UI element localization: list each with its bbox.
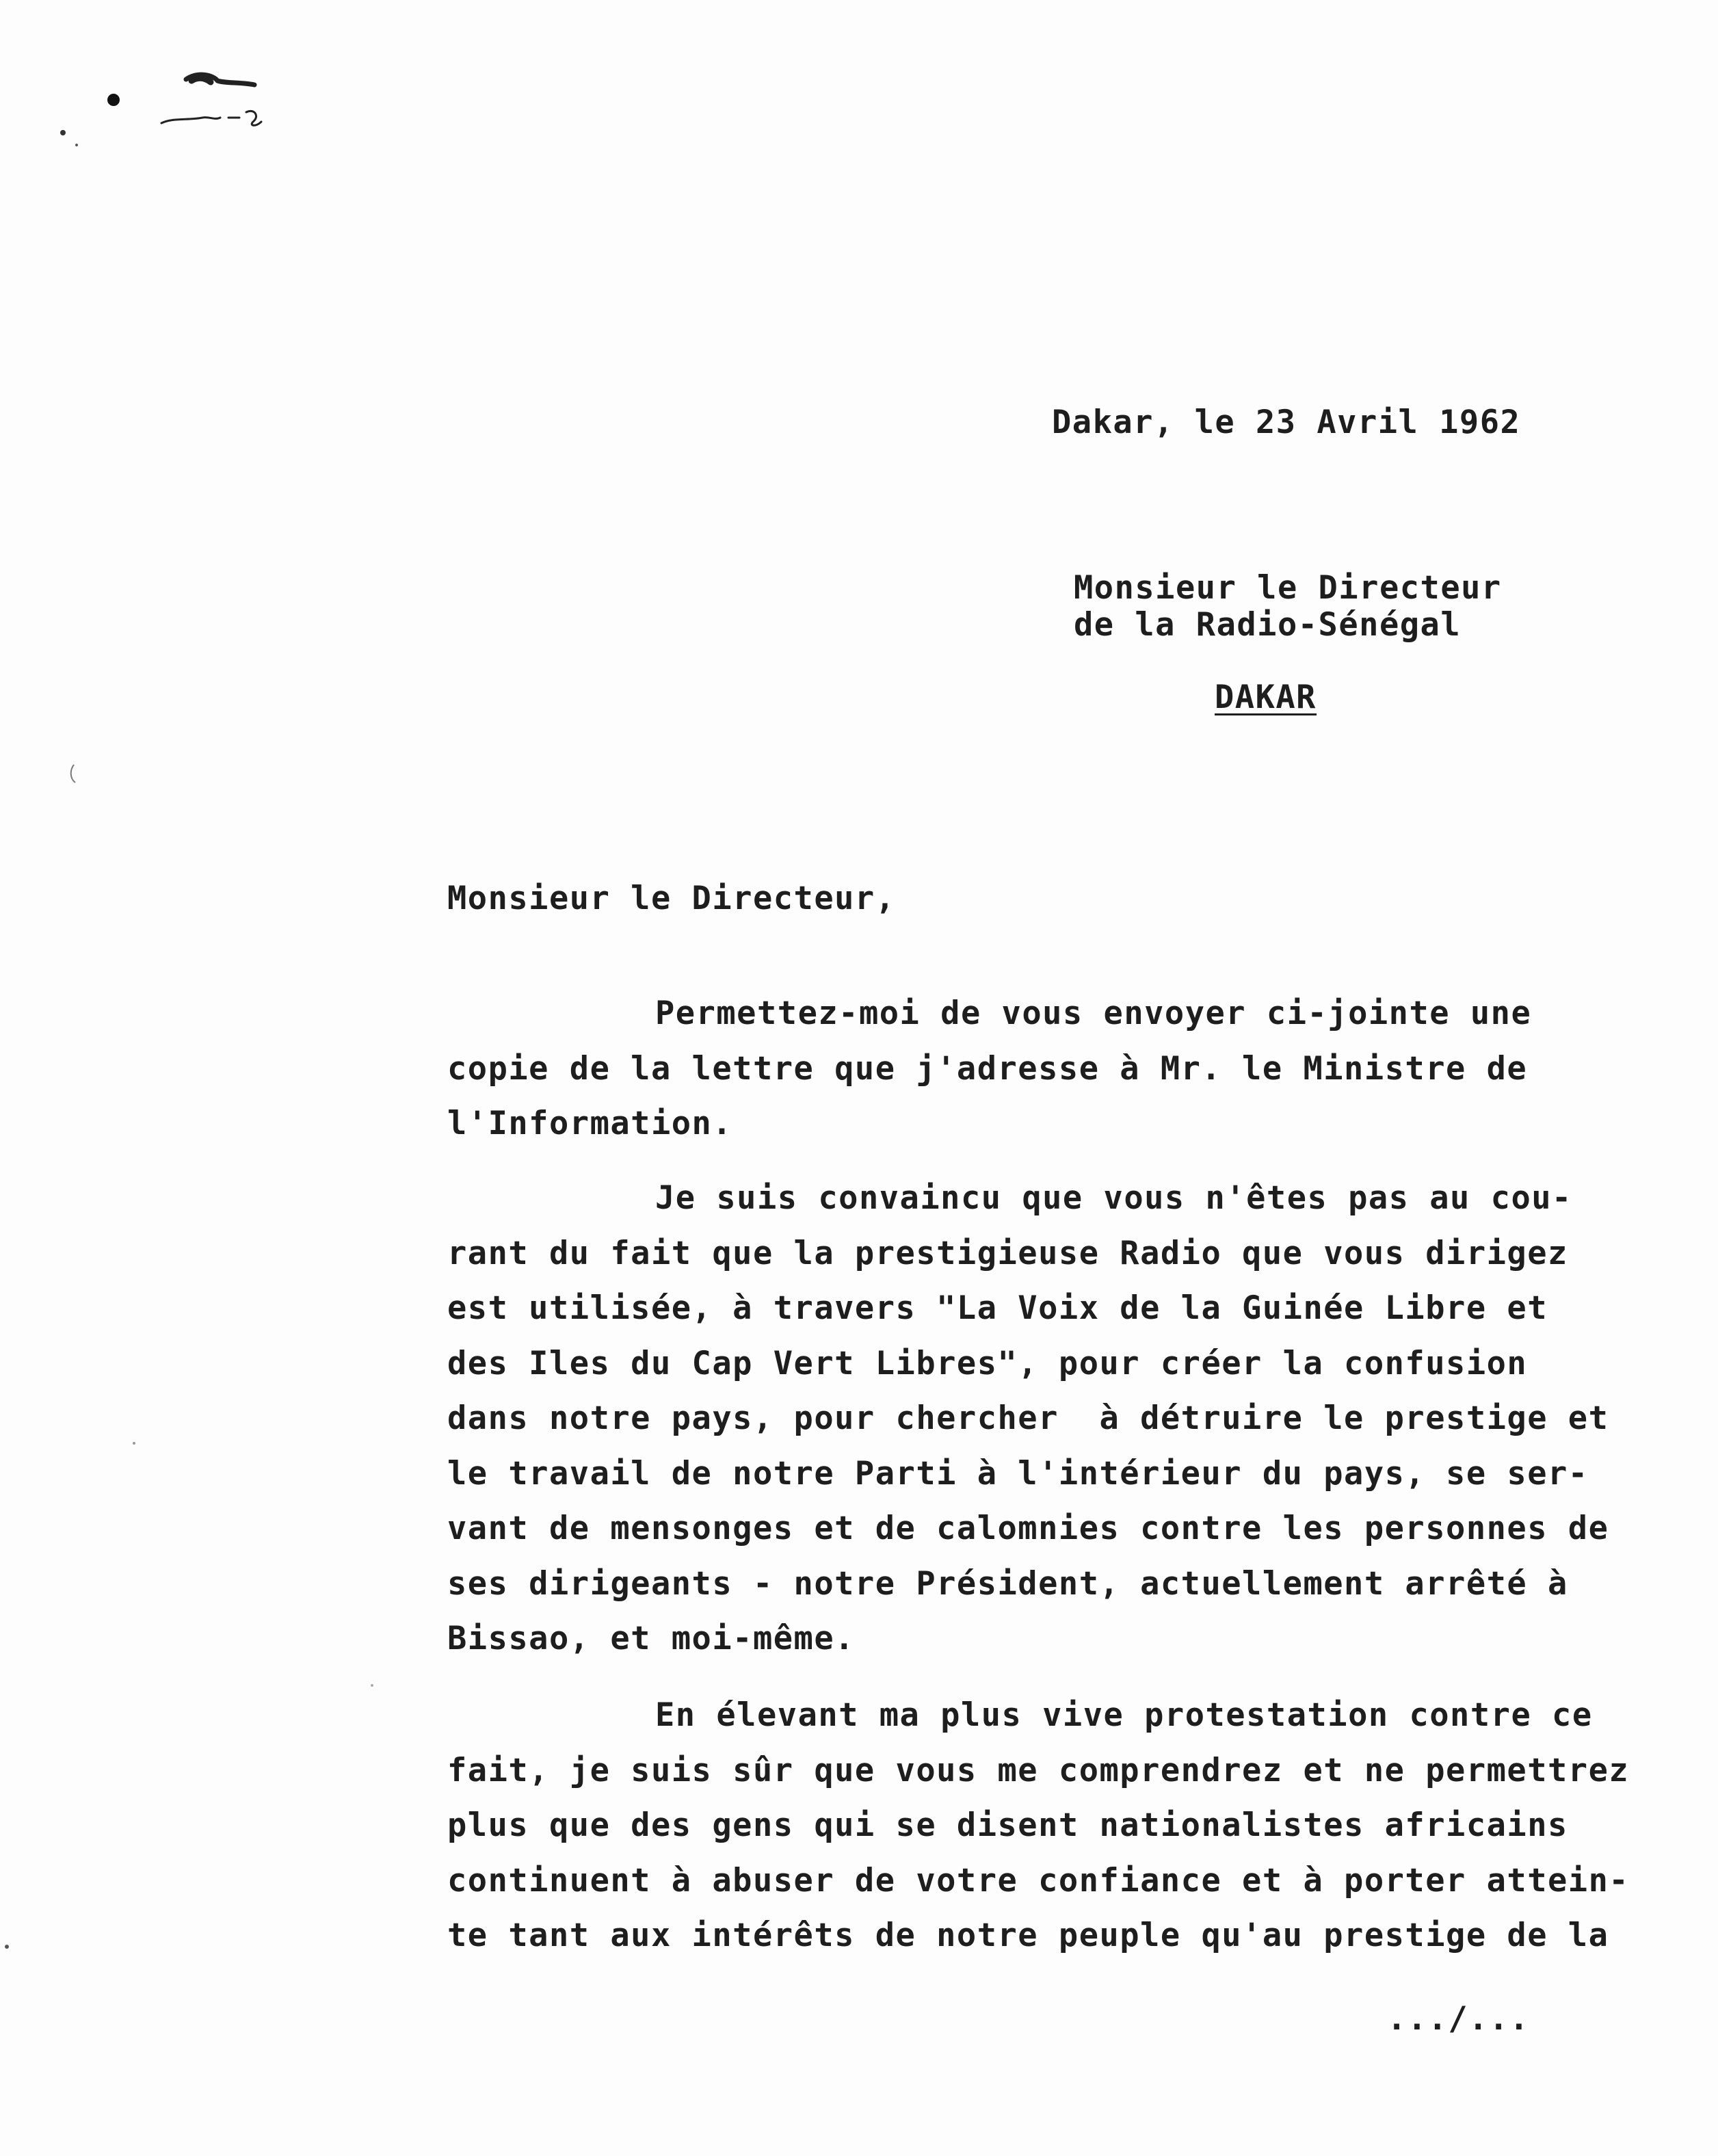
paragraph-line: des Iles du Cap Vert Libres", pour créer la confusion (447, 1344, 1528, 1382)
paragraph-line: le travail de notre Parti à l'intérieur du pays, se ser- (447, 1454, 1589, 1493)
paragraph-line: Je suis convaincu que vous n'êtes pas au cou- (655, 1179, 1572, 1217)
ink-dot (371, 1684, 373, 1687)
paragraph-2 (447, 1171, 1665, 1667)
ink-dot (5, 1945, 9, 1949)
letter-date: Dakar, le 23 Avril 1962 (1052, 404, 1521, 441)
ink-dot (60, 130, 66, 135)
continuation-mark: .../... (1387, 2000, 1530, 2038)
paragraph-line: dans notre pays, pour chercher à détruire le prestige et (447, 1399, 1609, 1437)
recipient-line-2: de la Radio-Sénégal (1074, 606, 1462, 644)
handwritten-scribble (161, 75, 261, 125)
ink-dot (133, 1442, 135, 1445)
paragraph-line: copie de la lettre que j'adresse à Mr. le Ministre de (447, 1049, 1528, 1088)
ink-dot (75, 144, 78, 146)
salutation: Monsieur le Directeur, (447, 880, 896, 917)
paragraph-line: plus que des gens qui se disent nationalistes africains (447, 1806, 1568, 1844)
margin-mark (71, 765, 75, 783)
ink-dot (107, 94, 120, 106)
paragraph-line: l'Information. (447, 1105, 733, 1142)
paragraph-line: En élevant ma plus vive protestation contre ce (655, 1696, 1593, 1734)
paragraph-line: vant de mensonges et de calomnies contre les personnes de (447, 1510, 1609, 1547)
recipient-city: DAKAR (1215, 679, 1317, 716)
paragraph-line: te tant aux intérêts de notre peuple qu'au prestige de la (447, 1917, 1609, 1954)
paragraph-line: est utilisée, à travers "La Voix de la Guinée Libre et (447, 1289, 1548, 1327)
paragraph-line: fait, je suis sûr que vous me comprendrez et ne permettrez (447, 1751, 1630, 1789)
paragraph-line: Permettez-moi de vous envoyer ci-jointe une (655, 995, 1532, 1032)
paragraph-line: ses dirigeants - notre Président, actuellement arrêté à (447, 1564, 1568, 1603)
recipient-line-1: Monsieur le Directeur (1074, 569, 1502, 607)
paragraph-1 (447, 986, 1665, 1152)
paragraph-line: continuent à abuser de votre confiance et à porter attein- (447, 1861, 1630, 1899)
paragraph-line: Bissao, et moi-même. (447, 1620, 855, 1657)
paragraph-line: rant du fait que la prestigieuse Radio que vous dirigez (447, 1234, 1568, 1272)
paragraph-3 (447, 1688, 1665, 1964)
